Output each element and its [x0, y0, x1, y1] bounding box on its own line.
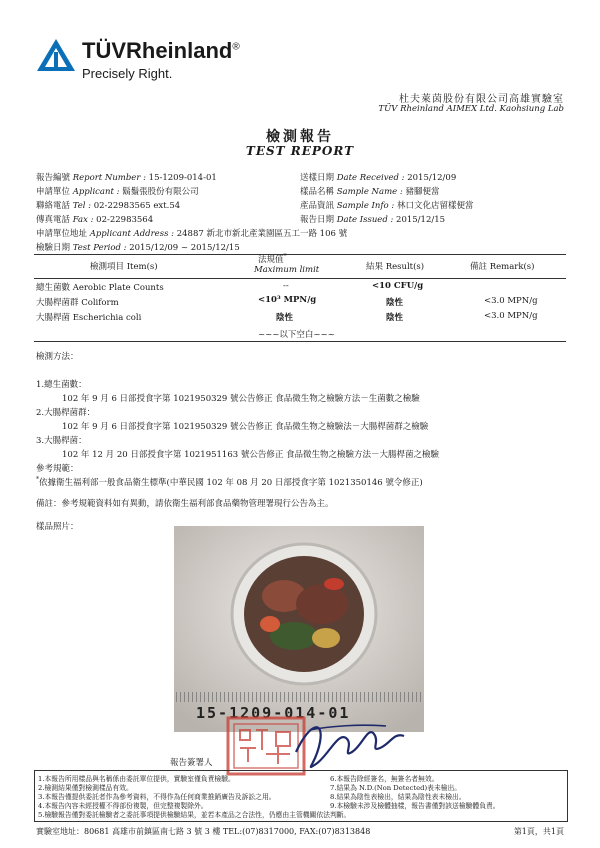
date-received-row: 送樣日期 Date Received : 2015/12/09 [300, 173, 457, 183]
header-result: 結果 Result(s) [366, 262, 425, 272]
table-row-2-item: 大腸桿菌群 Coliform [36, 298, 119, 308]
tuv-triangle-logo-icon [36, 38, 76, 72]
lab-name-en: TÜV Rheinland AIMEX Ltd. Kaohsiung Lab [378, 104, 564, 114]
table-row-3-limit: 陰性 [276, 313, 294, 323]
header-item: 檢測項目 Item(s) [90, 262, 158, 272]
table-row-3-remark: <3.0 MPN/g [484, 311, 538, 321]
method-1-title: 1.總生菌數： [36, 380, 87, 390]
table-row-3-item: 大腸桿菌 Escherichia coli [36, 313, 142, 323]
table-bottom-rule [34, 341, 566, 342]
report-title-cn: 檢測報告 [266, 129, 334, 145]
table-row-3-result: 陰性 [386, 313, 404, 323]
table-row-1-item: 總生菌數 Aerobic Plate Counts [36, 283, 164, 293]
method-3-title: 3.大腸桿菌： [36, 436, 87, 446]
note-1: 1.本報告所用樣品與名稱係由委託單位提供，實驗室僅負責檢驗。 [38, 775, 235, 783]
test-period-row: 檢驗日期 Test Period : 2015/12/09 ~ 2015/12/15 [36, 243, 240, 253]
table-top-rule [34, 254, 566, 255]
lab-name-cn: 杜夫萊茵股份有限公司高雄實驗室 [399, 94, 564, 105]
sample-number-label: 15-1209-014-01 [196, 704, 351, 722]
table-end-marker: ~~~以下空白~~~ [258, 330, 335, 340]
table-row-2-remark: <3.0 MPN/g [484, 296, 538, 306]
method-2-text: 102 年 9 月 6 日部授食字第 1021950329 號公告修正 食品微生物之檢驗法－大腸桿菌群之檢驗 [62, 422, 429, 432]
signature [290, 712, 410, 776]
report-number-row: 報告編號 Report Number : 15-1209-014-01 [36, 173, 217, 183]
note-9: 9.本檢驗未涉及檢體抽樣，報告書僅對該送檢驗體負責。 [330, 802, 500, 810]
header-limit-en: Maximum limit [254, 265, 320, 275]
sample-info-row: 產品資訊 Sample Info : 林口文化店留樣便當 [300, 201, 474, 211]
note-6: 6.本報告除經簽名，無簽名者無效。 [330, 775, 439, 783]
note-4: 4.本報告內容未經授權不得部份複製，但完整複製除外。 [38, 802, 208, 810]
method-3-text: 102 年 12 月 20 日部授食字第 1021951163 號公告修正 食品微生物之檢驗方法－大腸桿菌之檢驗 [62, 450, 440, 460]
tel-row: 聯絡電話 Tel : 02-22983565 ext.54 [36, 201, 181, 211]
table-row-2-result: 陰性 [386, 298, 404, 308]
reference-text: *依據衛生福利部一般食品衛生標準(中華民國 102 年 08 月 20 日部授食字第 1021350146 號令修正) [36, 476, 423, 488]
reference-title: 參考規範： [36, 464, 79, 474]
sample-photo-label: 樣品照片： [36, 522, 79, 532]
method-2-title: 2.大腸桿菌群： [36, 408, 96, 418]
brand-name: TÜVRheinland® [82, 38, 240, 63]
note-8: 8.結果為陰性表檢出，結果為陰性表未檢出。 [330, 793, 466, 801]
method-1-text: 102 年 9 月 6 日部授食字第 1021950329 號公告修正 食品微生物之檢驗方法－生菌數之檢驗 [62, 394, 420, 404]
fax-row: 傳真電話 Fax : 02-22983564 [36, 215, 154, 225]
date-issued-row: 報告日期 Date Issued : 2015/12/15 [300, 215, 446, 225]
table-header-rule [34, 278, 566, 279]
table-row-1-limit: -- [283, 281, 289, 291]
report-title-en: TEST REPORT [245, 144, 355, 158]
page-number: 第1頁，共1頁 [513, 827, 564, 836]
note-5: 5.檢驗報告僅對委託檢驗者之委託事項提供檢驗結果，並若本產品之合法性，仍應由主管機關依法判斷。 [38, 811, 351, 819]
table-row-2-limit: <10³ MPN/g [258, 295, 317, 305]
applicant-address-row: 申請單位地址 Applicant Address : 24887 新北市新北產業園區五工一路 106 號 [36, 229, 348, 239]
note-3: 3.本報告僅提供委託者作為參考資料，不得作為任何商業推銷廣告及訴訟之用。 [38, 793, 276, 801]
brand-tagline: Precisely Right. [82, 66, 173, 81]
lab-address-footer: 實驗室地址：80681 高雄市前鎮區南七路 3 號 3 樓 TEL:(07)8317000, FAX:(07)8313848 [36, 827, 371, 836]
header-limit: 法規值* [258, 253, 287, 265]
applicant-row: 申請單位 Applicant : 鬍鬚張股份有限公司 [36, 187, 199, 197]
photo-ruler [176, 692, 422, 702]
sample-name-row: 樣品名稱 Sample Name : 豬腳便當 [300, 187, 440, 197]
methods-heading: 檢測方法： [36, 352, 79, 362]
remark-note: 備註：參考規範資料如有異動，請依衛生福利部食品藥物管理署現行公告為主。 [36, 499, 334, 509]
table-row-1-result: <10 CFU/g [372, 281, 424, 291]
note-2: 2.檢測結果僅對檢測樣品有效。 [38, 784, 133, 792]
header-remark: 備註 Remark(s) [470, 262, 535, 272]
note-7: 7.結果為 N.D.(Non Detected)表未檢出。 [330, 784, 462, 792]
signer-label: 報告簽署人 [170, 758, 213, 768]
